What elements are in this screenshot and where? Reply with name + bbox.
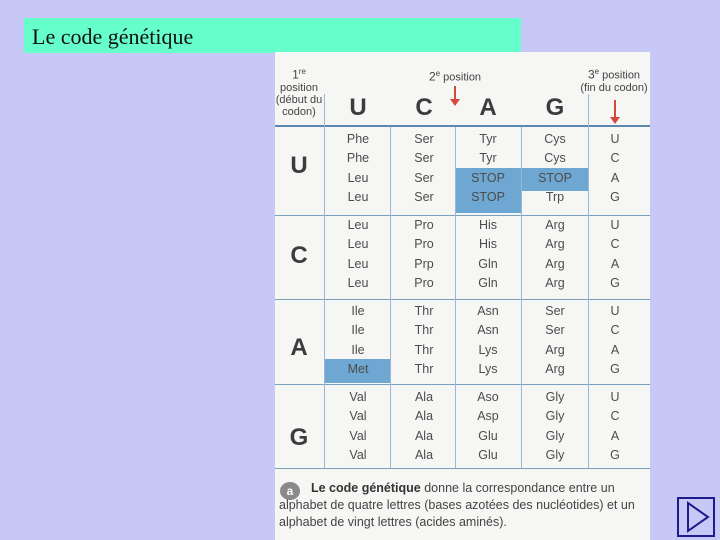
third-base: U [610,132,620,146]
col-letter-A: A [479,94,497,121]
codon-cell: Arg [545,362,565,376]
header-divider [275,125,650,127]
codon-cell: Thr [414,304,434,318]
codon-cell: Arg [545,237,565,251]
figure-badge: a [280,482,300,500]
codon-cell: Pro [414,218,434,232]
third-base: A [610,429,620,443]
codon-cell: Lys [478,362,498,376]
codon-cell: Leu [347,218,369,232]
genetic-code-table-image [275,52,650,540]
third-base: U [610,218,620,232]
codon-cell: Asp [477,409,499,423]
codon-cell: Ser [545,323,565,337]
codon-cell: STOP [471,190,505,204]
third-base: A [610,257,620,271]
codon-cell: Gly [545,429,565,443]
codon-cell: Val [349,429,367,443]
next-slide-button[interactable] [677,497,715,537]
third-base: C [610,409,620,423]
codon-cell: Gly [545,390,565,404]
row-letter-C: C [290,242,308,269]
third-base: C [610,151,620,165]
codon-cell: Gly [545,448,565,462]
caption-bold: Le code génétique [311,481,421,495]
pos3-header: 3e position (fin du codon) [580,67,648,94]
third-base: C [610,237,620,251]
codon-cell: Aso [477,390,499,404]
caption-text: donne la correspondance entre un alphabet de quatre lettres (bases azotées des nucléotides) et un alphabet de vingt lettres (acides aminés). [279,481,635,529]
codon-cell: Gln [478,257,498,271]
codon-cell: His [478,218,498,232]
codon-cell: STOP [471,171,505,185]
row-letter-A: A [290,334,308,361]
codon-cell: Arg [545,343,565,357]
codon-cell: Leu [347,190,369,204]
codon-cell: Prp [414,257,434,271]
codon-cell: STOP [538,171,572,185]
pos3-arrow-icon [614,100,616,118]
codon-cell: His [478,237,498,251]
codon-cell: Tyr [479,132,497,146]
codon-cell: Glu [478,429,498,443]
codon-cell: Leu [347,171,369,185]
codon-cell: Phe [346,132,370,146]
next-slide-arrow-icon [679,499,713,535]
figure-caption [279,480,645,531]
third-base: U [610,304,620,318]
codon-cell: Ser [414,132,434,146]
codon-cell: Ser [545,304,565,318]
codon-cell: Cys [544,132,566,146]
codon-cell: Tyr [479,151,497,165]
codon-cell: Ala [414,409,434,423]
codon-cell: Ala [414,448,434,462]
codon-cell: Leu [347,257,369,271]
codon-cell: Phe [346,151,370,165]
pos2-header: 2e position [428,69,482,84]
col-letter-C: C [415,94,433,121]
codon-cell: Val [349,448,367,462]
third-base: G [610,190,620,204]
third-base: G [610,276,620,290]
codon-cell: Leu [347,237,369,251]
codon-cell: Ala [414,390,434,404]
codon-cell: Asn [477,323,499,337]
codon-cell: Lys [478,343,498,357]
codon-cell: Arg [545,276,565,290]
codon-cell: Ala [414,429,434,443]
row-letter-U: U [290,152,308,179]
codon-cell: Pro [414,237,434,251]
codon-cell: Ile [351,343,365,357]
codon-cell: Leu [347,276,369,290]
col-letter-G: G [545,94,565,121]
codon-cell: Arg [545,257,565,271]
block-divider-2 [275,299,650,300]
third-base: G [610,362,620,376]
codon-cell: Gln [478,276,498,290]
codon-cell: Asn [477,304,499,318]
slide-title: Le code génétique [24,18,521,53]
pos1-header: 1re position (début du codon) [275,67,323,118]
codon-cell: Thr [414,362,434,376]
codon-cell: Glu [478,448,498,462]
third-base: A [610,171,620,185]
codon-cell: Pro [414,276,434,290]
third-base: G [610,448,620,462]
codon-cell: Trp [545,190,565,204]
codon-cell: Gly [545,409,565,423]
codon-cell: Thr [414,323,434,337]
codon-cell: Val [349,409,367,423]
codon-cell: Ser [414,151,434,165]
third-base: U [610,390,620,404]
codon-cell: Ser [414,190,434,204]
codon-cell: Met [347,362,369,376]
third-base: C [610,323,620,337]
codon-cell: Ser [414,171,434,185]
codon-cell: Ile [351,304,365,318]
codon-cell: Cys [544,151,566,165]
block-divider-4 [275,468,650,469]
codon-cell: Val [349,390,367,404]
codon-cell: Ile [351,323,365,337]
third-base: A [610,343,620,357]
row-letter-G: G [289,424,309,451]
codon-cell: Thr [414,343,434,357]
col-letter-U: U [349,94,367,121]
block-divider-3 [275,384,650,385]
codon-cell: Arg [545,218,565,232]
